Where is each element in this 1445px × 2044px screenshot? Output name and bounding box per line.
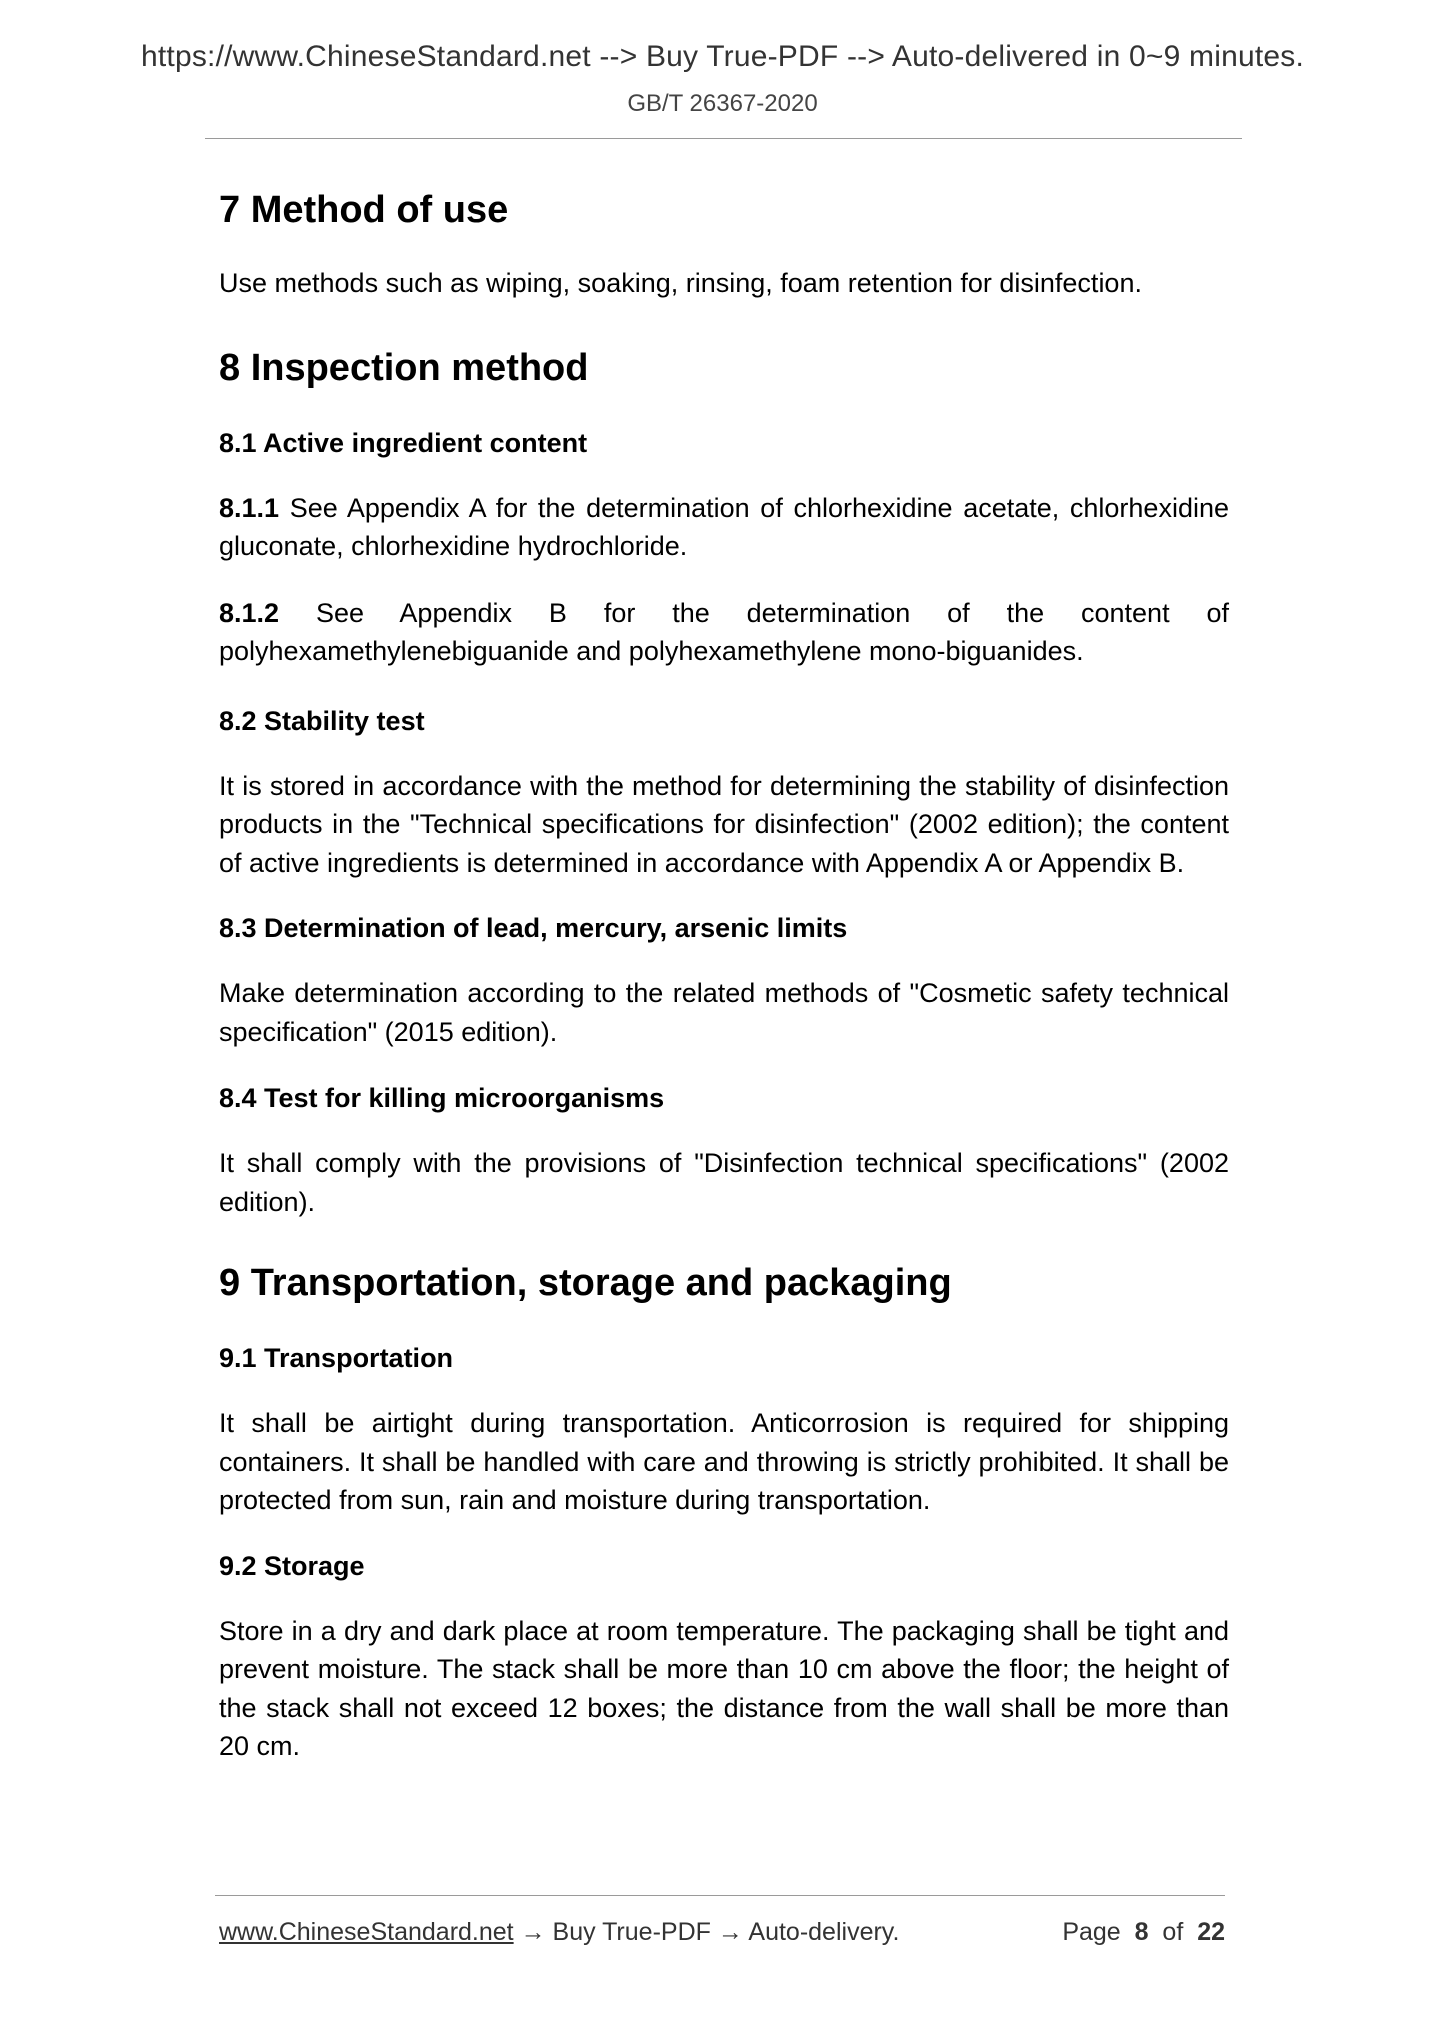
section-8-1-1-paragraph — [219, 489, 1229, 566]
section-8-1-heading: 8.1 Active ingredient content — [219, 427, 588, 458]
page-of: of — [1162, 1918, 1184, 1946]
section-7-text: Use methods such as wiping, soaking, rinsing, foam retention for disinfection. — [219, 268, 1142, 298]
standard-code: GB/T 26367-2020 — [627, 90, 818, 117]
clause-text-8-1-2: See Appendix B for the determination of the content of polyhexamethylenebiguanide and polyhexamethylene mono-biguanides. — [219, 597, 1229, 666]
section-9-heading: 9 Transportation, storage and packaging — [219, 1262, 952, 1304]
footer-divider — [215, 1895, 1225, 1896]
page-label: Page — [1062, 1918, 1121, 1946]
clause-number-8-1-1: 8.1.1 — [219, 492, 280, 523]
section-8-1-2-paragraph — [219, 594, 1229, 671]
section-8-heading: 8 Inspection method — [219, 346, 589, 389]
page-current: 8 — [1134, 1918, 1149, 1946]
page-content — [219, 186, 1229, 1766]
section-8-2-heading: 8.2 Stability test — [219, 705, 425, 736]
section-8-2-text: It is stored in accordance with the method for determining the stability of disinfection products in the "Technical specifications for disinfection" (2002 edition); the content of active ingredients is determined in accordance with Appendix A or Appendix B. — [219, 770, 1229, 878]
section-8-4-heading: 8.4 Test for killing microorganisms — [219, 1083, 665, 1113]
section-9-2-text: Store in a dry and dark place at room temperature. The packaging shall be tight and prevent moisture. The stack shall be more than 10 cm above the floor; the height of the stack shall not exceed 12 boxes; the distance from the wall shall be more than 20 cm. — [219, 1615, 1229, 1761]
page-total: 22 — [1197, 1918, 1225, 1946]
section-9-1-heading: 9.1 Transportation — [219, 1343, 454, 1373]
top-banner: https://www.ChineseStandard.net --> Buy True-PDF --> Auto-delivered in 0~9 minutes. — [141, 40, 1304, 73]
clause-text-8-1-1: See Appendix A for the determination of chlorhexidine acetate, chlorhexidine gluconate, chlorhexidine hydrochloride. — [219, 492, 1229, 561]
section-8-3-text: Make determination according to the related methods of "Cosmetic safety technical specification" (2015 edition). — [219, 978, 1229, 1047]
section-7-heading: 7 Method of use — [219, 189, 509, 231]
section-8-4-text: It shall comply with the provisions of "Disinfection technical specifications" (2002 edition). — [219, 1148, 1229, 1217]
section-9-1-text: It shall be airtight during transportation. Anticorrosion is required for shipping containers. It shall be handled with care and throwing is strictly prohibited. It shall be protected from sun, rain and moisture during transportation. — [219, 1408, 1229, 1515]
footer-site-link[interactable]: www.ChineseStandard.net — [219, 1918, 514, 1946]
footer-tagline: → Buy True-PDF → Auto-delivery. — [513, 1918, 900, 1946]
clause-number-8-1-2: 8.1.2 — [219, 597, 280, 628]
footer-left — [219, 1918, 899, 1947]
page-number — [1062, 1918, 1225, 1947]
section-9-2-heading: 9.2 Storage — [219, 1550, 365, 1581]
header-divider — [205, 138, 1242, 139]
section-8-3-heading: 8.3 Determination of lead, mercury, arsenic limits — [219, 913, 848, 943]
